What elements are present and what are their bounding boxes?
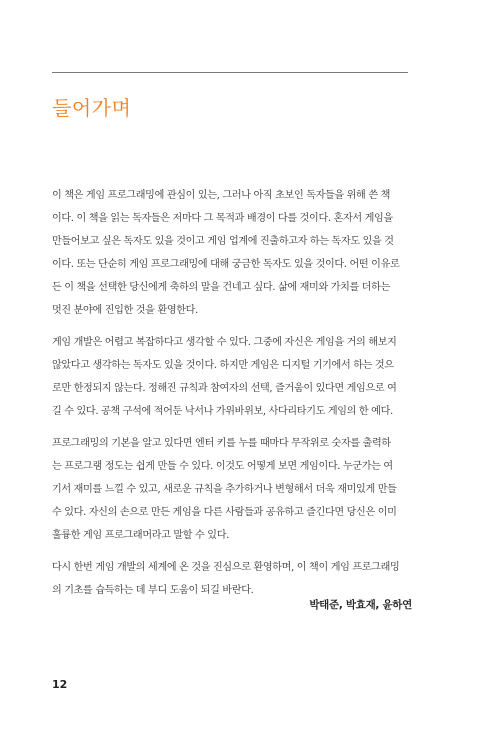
paragraph-1	[52, 184, 412, 322]
text-line: 멋진 분야에 진입한 것을 환영한다.	[52, 305, 198, 316]
body-text	[52, 184, 412, 611]
text-line: 않았다고 생각하는 독자도 있을 것이다. 하지만 게임은 디지털 기기에서 하는 것으	[52, 360, 394, 371]
text-line: 게임 개발은 어렵고 복잡하다고 생각할 수 있다. 그중에 자신은 게임을 거의 해보지	[52, 337, 397, 348]
paragraph-3	[52, 432, 412, 547]
page-title: 들어가며	[52, 96, 132, 120]
text-line: 이다. 또는 단순히 게임 프로그래밍에 대해 궁금한 독자도 있을 것이다. 어떤 이유로	[52, 259, 400, 270]
text-line: 이 책은 게임 프로그래밍에 관심이 있는, 그러나 아직 초보인 독자들을 위해 쓴 책	[52, 190, 390, 201]
text-line: 훌륭한 게임 프로그래머라고 말할 수 있다.	[52, 530, 229, 541]
text-line: 는 프로그램 정도는 쉽게 만들 수 있다. 이것도 어떻게 보면 게임이다. 누군가는 여	[52, 461, 393, 472]
text-line: 든 이 책을 선택한 당신에게 축하의 말을 건네고 싶다. 삶에 재미와 가치를 더하는	[52, 282, 390, 293]
top-divider-rule	[52, 72, 408, 73]
text-line: 이다. 이 책을 읽는 독자들은 저마다 그 목적과 배경이 다를 것이다. 혼자서 게임을	[52, 213, 393, 224]
text-line: 의 기초를 습득하는 데 부디 도움이 되길 바란다.	[52, 585, 254, 596]
text-line: 기서 재미를 느낄 수 있고, 새로운 규칙을 추가하거나 변형해서 더욱 재미있게 만들	[52, 484, 397, 495]
paragraph-2	[52, 331, 412, 423]
text-line: 수 있다. 자신의 손으로 만든 게임을 다른 사람들과 공유하고 즐긴다면 당신은 이미	[52, 507, 397, 518]
author-signature: 박태준, 박효재, 윤하연	[309, 599, 412, 611]
page-number: 12	[52, 678, 68, 691]
text-line: 길 수 있다. 공책 구석에 적어둔 낙서나 가위바위보, 사다리타기도 게임의 한 예다.	[52, 406, 393, 417]
text-line: 다시 한번 게임 개발의 세계에 온 것을 진심으로 환영하며, 이 책이 게임 프로그래밍	[52, 562, 400, 573]
text-line: 프로그래밍의 기본을 알고 있다면 엔터 키를 누를 때마다 무작위로 숫자를 출력하	[52, 438, 391, 449]
paragraph-4	[52, 556, 412, 602]
text-line: 만들어보고 싶은 독자도 있을 것이고 게임 업계에 진출하고자 하는 독자도 있을 것	[52, 236, 394, 247]
text-line: 로만 한정되지 않는다. 정해진 규칙과 참여자의 선택, 즐거움이 있다면 게임으로 여	[52, 383, 397, 394]
